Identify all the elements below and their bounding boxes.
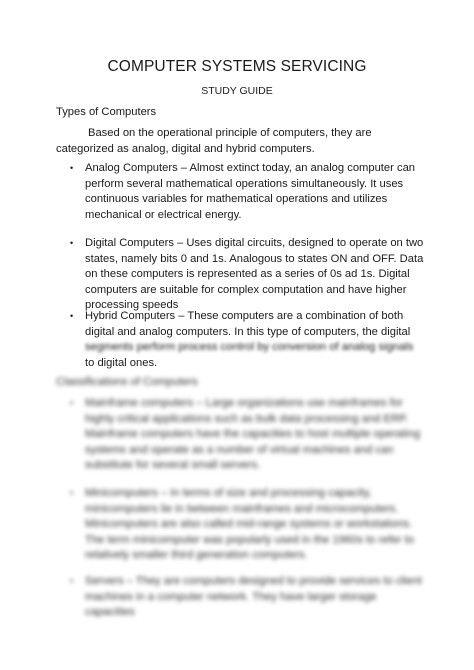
document-title: COMPUTER SYSTEMS SERVICING — [107, 58, 367, 75]
bullet-icon: • — [70, 238, 74, 248]
list-item-servers: Servers – They are computers designed to provide services to client machines in a computer network. They have larger storage capacities — [85, 575, 422, 618]
list-item-hybrid-computers: Hybrid Computers – These computers are a combination of both digital and analog computers. In this type of computers, the digital segments perform process control by conversion of analog signals to digital ones. — [85, 310, 414, 369]
bullet-icon: • — [70, 488, 74, 498]
bullet-icon: • — [70, 398, 74, 408]
section-heading-classifications: Classifications of Computers — [56, 376, 198, 388]
list-item-digital-computers: Digital Computers – Uses digital circuits, designed to operate on two states, namely bits 0 and 1s. Analogous to states ON and OFF. Data on these computers is represented as a series of 0s ad 1s. Digital computers are suitable for complex computation and have higher processing speeds — [85, 237, 424, 311]
section-heading-types: Types of Computers — [56, 106, 157, 118]
document-subtitle: STUDY GUIDE — [201, 85, 273, 97]
bullet-icon: • — [70, 576, 74, 586]
bullet-icon: • — [70, 311, 74, 321]
list-item-minicomputers: Minicomputers – In terms of size and processing capacity, minicomputers lie in between mainframes and microcomputers. Minicomputers are also called mid-range systems or workstations. The term minicomputer was popularly used in the 1960s to refer to relatively smaller third generation computers. — [85, 487, 414, 561]
bullet-icon: • — [70, 163, 74, 173]
list-item-analog-computers: Analog Computers – Almost extinct today, an analog computer can perform several mathematical operations simultaneously. It uses continuous variables for mathematical operations and utilizes mechanical or electrical energy. — [85, 162, 416, 221]
list-item-mainframe-computers: Mainframe computers – Large organizations use mainframes for highly critical applications such as bulk data processing and ERP. Mainframe computers have the capacities to host multiple operating systems and operate as a number of virtual machines and can substitute for several small servers. — [85, 397, 421, 471]
types-intro-paragraph: Based on the operational principle of computers, they are categorized as analog, digital and hybrid computers. — [56, 127, 372, 155]
preview-blur-overlay — [80, 338, 430, 356]
